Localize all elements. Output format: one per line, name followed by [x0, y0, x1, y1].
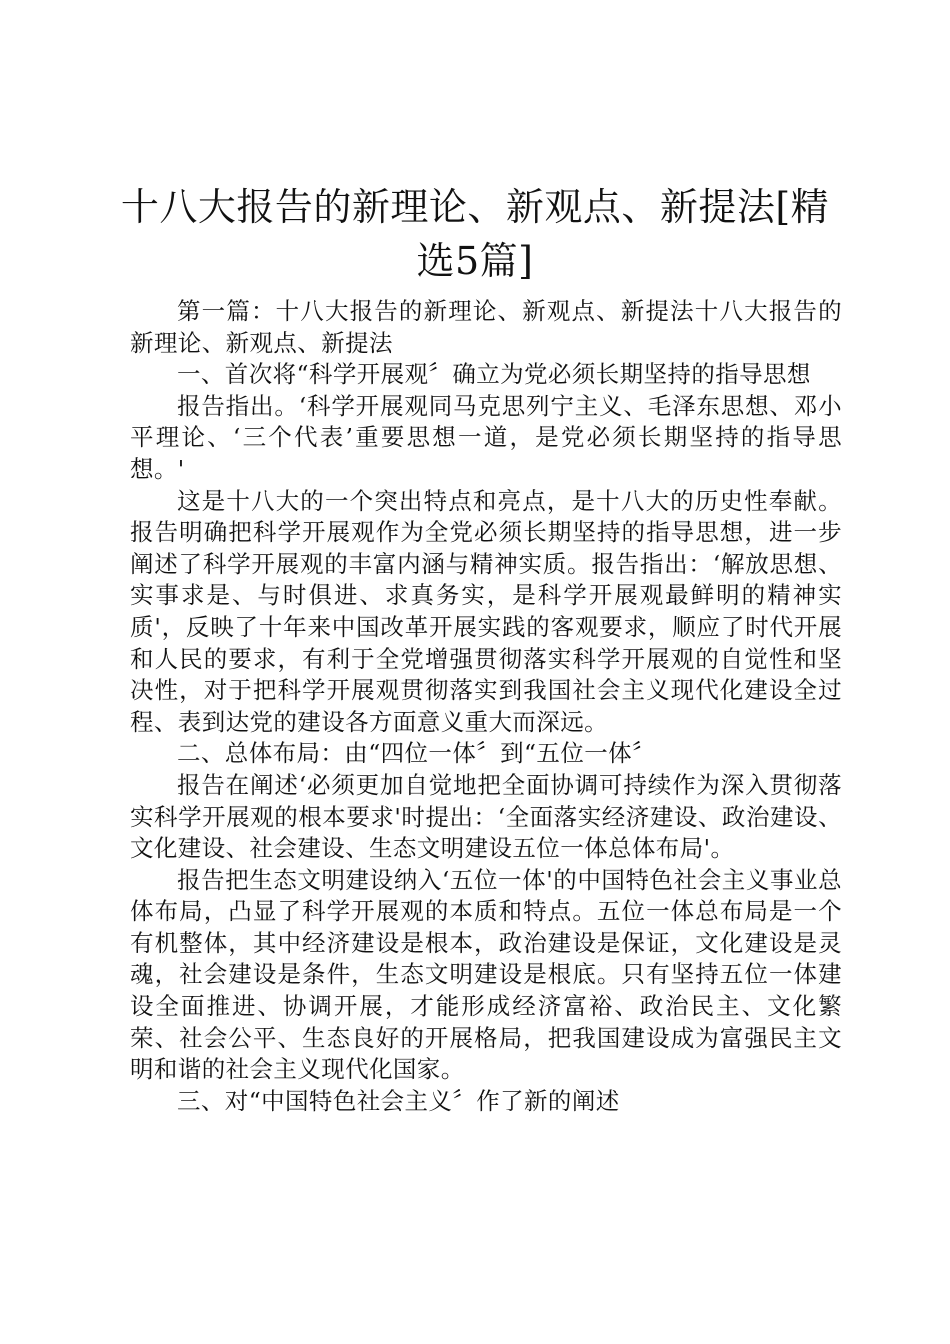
paragraph-intro: 第一篇：十八大报告的新理论、新观点、新提法十八大报告的新理论、新观点、新提法	[130, 297, 842, 357]
paragraph: 这是十八大的一个突出特点和亮点，是十八大的历史性奉献。报告明确把科学开展观作为全党必须长期坚持的指导思想，进一步阐述了科学开展观的丰富内涵与精神实质。报告指出：‘解放思想、实事求是、与时俱进、求真务实，是科学开展观最鲜明的精神实质'，反映了十年来中国改革开展实践的客观要求，顺应了时代开展和人民的要求，有利于全党增强贯彻落实科学开展观的自觉性和坚决性，对于把科学开展观贯彻落实到我国社会主义现代化建设全过程、表到达党的建设各方面意义重大而深远。	[130, 486, 842, 736]
paragraph: 报告在阐述‘必须更加自觉地把全面协调可持续作为深入贯彻落实科学开展观的根本要求'时提出：‘全面落实经济建设、政治建设、文化建设、社会建设、生态文明建设五位一体总体布局'。	[130, 770, 842, 863]
document-body	[130, 296, 842, 1117]
paragraph: 报告把生态文明建设纳入‘五位一体'的中国特色社会主义事业总体布局，凸显了科学开展观的本质和特点。五位一体总布局是一个有机整体，其中经济建设是根本，政治建设是保证，文化建设是灵魂，社会建设是条件，生态文明建设是根底。只有坚持五位一体建设全面推进、协调开展，才能形成经济富裕、政治民主、文化繁荣、社会公平、生态良好的开展格局，把我国建设成为富强民主文明和谐的社会主义现代化国家。	[130, 865, 842, 1084]
document-title: 十八大报告的新理论、新观点、新提法[精选5篇]	[120, 185, 830, 283]
section-heading-3: 三、对“中国特色社会主义〞作了新的阐述	[177, 1086, 620, 1115]
section-heading-2: 二、总体布局：由“四位一体〞到“五位一体〞	[177, 739, 656, 768]
section-heading-1: 一、首次将“科学开展观〞确立为党必须长期坚持的指导思想	[177, 360, 811, 389]
paragraph: 报告指出。‘科学开展观同马克思列宁主义、毛泽东思想、邓小平理论、‘三个代表’重要思想一道，是党必须长期坚持的指导思想。'	[130, 391, 842, 483]
